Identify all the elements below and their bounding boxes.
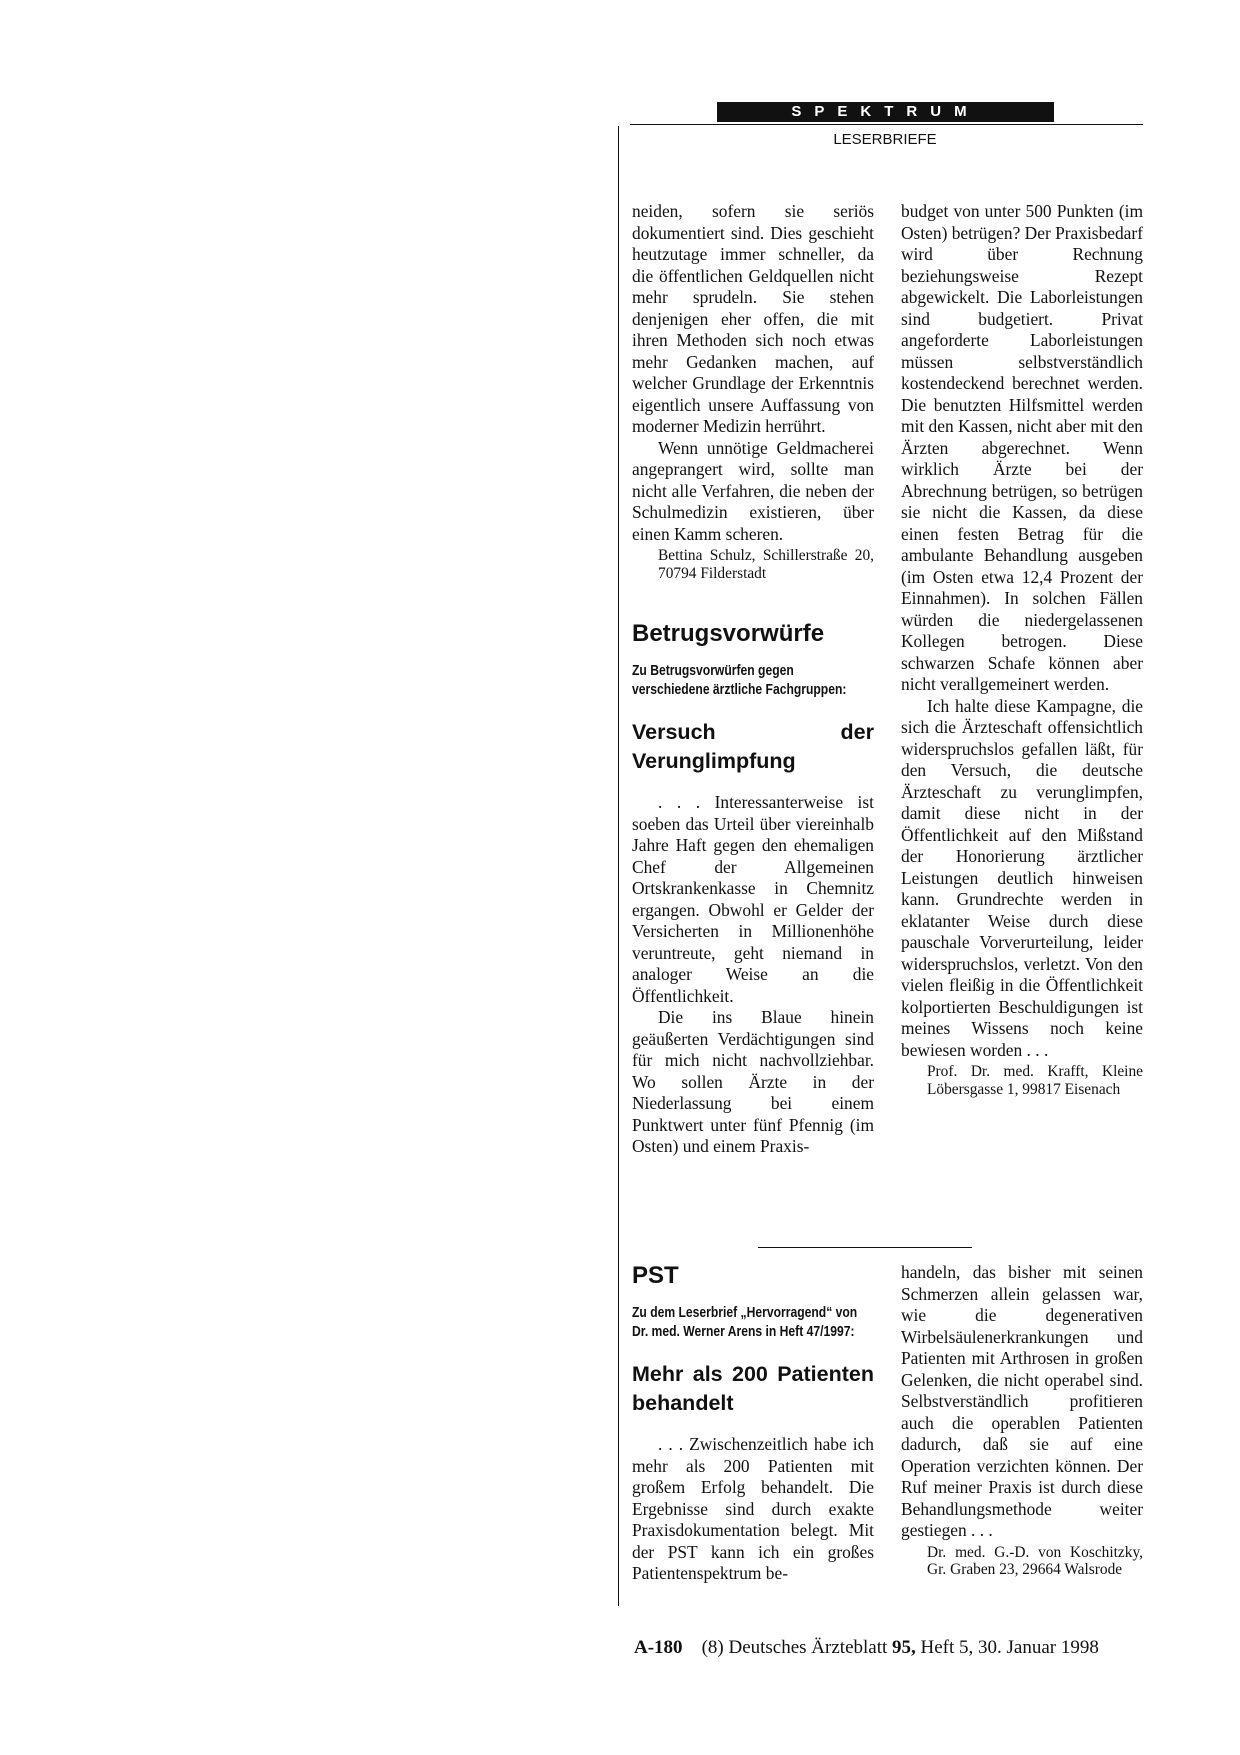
column-divider [618, 126, 619, 1606]
article-heading: Betrugsvorwürfe [632, 620, 825, 647]
paragraph: neiden, sofern sie seriös dokumentiert sind. Dies geschieht heutzutage immer schneller, da die öffentlichen Geldquellen nicht mehr sprudeln. Sie stehen denjenigen eher offen, die mit ihren Methoden sich noch etwas mehr Gedanken machen, auf welcher Grundlage der Erkenntnis eigentlich unsere Auffassung von moderner Medizin herrührt. [632, 201, 874, 436]
column-2-bottom [901, 1262, 1143, 1579]
paragraph: Die ins Blaue hinein geäußerten Verdächtigungen sind für mich nicht nachvollziehbar. Wo sollen Ärzte in der Niederlassung bei einem Punktwert unter fünf Pfennig (im Osten) und einem Praxis- [632, 1007, 874, 1156]
article-heading: PST [632, 1262, 679, 1289]
letter-heading: Mehr als 200 Patienten behandelt [632, 1362, 874, 1415]
column-1-top [632, 201, 874, 1158]
letter-signature: Prof. Dr. med. Krafft, Kleine Löbersgasse 1, 99817 Eisenach [927, 1063, 1143, 1098]
article-intro: Zu Betrugsvorwürfen gegen verschiedene ärztliche Fachgruppen: [632, 663, 847, 698]
paragraph: . . . Zwischenzeitlich habe ich mehr als 200 Patienten mit großem Erfolg behandelt. Die Ergebnisse sind durch exakte Praxisdokumentation belegt. Mit der PST kann ich ein großes Patientenspektrum be- [632, 1434, 874, 1583]
header-rule [630, 124, 1143, 125]
section-label: LESERBRIEFE [833, 131, 937, 148]
section-rule [758, 1247, 972, 1248]
journal-name: (8) Deutsches Ärzteblatt [701, 1637, 888, 1658]
volume-number: 95, [892, 1637, 916, 1658]
column-1-bottom [632, 1262, 874, 1585]
page-footer [634, 1636, 1099, 1660]
issue-date: Heft 5, 30. Januar 1998 [920, 1637, 1099, 1658]
paragraph: . . . Interessanterweise ist soeben das Urteil über viereinhalb Jahre Haft gegen den ehemaligen Chef der Allgemeinen Ortskrankenkasse in Chemnitz ergangen. Obwohl er Gelder der Versicherten in Millionenhöhe veruntreute, geht niemand in analoger Weise an die Öffentlichkeit. [632, 792, 874, 1006]
letter-heading: Versuch der Verunglimpfung [632, 720, 874, 773]
paragraph: Ich halte diese Kampagne, die sich die Ärzteschaft offensichtlich widerspruchslos gefallen läßt, für den Versuch, die deutsche Ärzteschaft zu verunglimpfen, damit diese nicht in der Öffentlichkeit auf den Mißstand der Honorierung ärztlicher Leistungen deutlich hinweisen kann. Grundrechte werden in eklatanter Weise durch diese pauschale Vorverurteilung, leider widerspruchslos, verletzt. Von den vielen fleißig in die Öffentlichkeit kolportierten Beschuldigungen ist meines Wissens noch keine bewiesen worden . . . [901, 695, 1143, 1060]
paragraph: handeln, das bisher mit seinen Schmerzen allein gelassen war, wie die degenerativen Wirbelsäulenerkrankungen und Patienten mit Arthrosen in großen Gelenken, die nicht operabel sind. Selbstverständlich profitieren auch die operablen Patienten dadurch, daß sie auf eine Operation verzichten können. Der Ruf meiner Praxis ist durch diese Behandlungsmethode weiter gestiegen . . . [901, 1262, 1143, 1540]
letter-signature: Bettina Schulz, Schillerstraße 20, 70794 Filderstadt [658, 547, 874, 582]
page-number: A-180 [634, 1637, 683, 1658]
letter-signature: Dr. med. G.-D. von Koschitzky, Gr. Graben 23, 29664 Walsrode [927, 1543, 1143, 1578]
section-banner: SPEKTRUM [717, 102, 1054, 122]
column-2-top [901, 201, 1143, 1098]
paragraph: budget von unter 500 Punkten (im Osten) betrügen? Der Praxisbedarf wird über Rechnung beziehungsweise Rezept abgewickelt. Die Laborleistungen sind budgetiert. Privat angeforderte Laborleistungen müssen selbstverständlich kostendeckend berechnet werden. Die benutzten Hilfsmittel werden mit den Kassen, nicht aber mit den Ärzten abgerechnet. Wenn wirklich Ärzte bei der Abrechnung betrügen, so betrügen sie nicht die Kassen, da diese einen festen Betrag für die ambulante Behandlung ausgeben (im Osten etwa 12,4 Prozent der Einnahmen). In solchen Fällen würden die niedergelassenen Kollegen betrogen. Diese schwarzen Schafe können aber nicht verallgemeinert werden. [901, 201, 1143, 694]
article-intro: Zu dem Leserbrief „Hervorragend“ von Dr. med. Werner Arens in Heft 47/1997: [632, 1305, 858, 1340]
paragraph: Wenn unnötige Geldmacherei angeprangert wird, sollte man nicht alle Verfahren, die neben der Schulmedizin existieren, über einen Kamm scheren. [632, 437, 874, 544]
